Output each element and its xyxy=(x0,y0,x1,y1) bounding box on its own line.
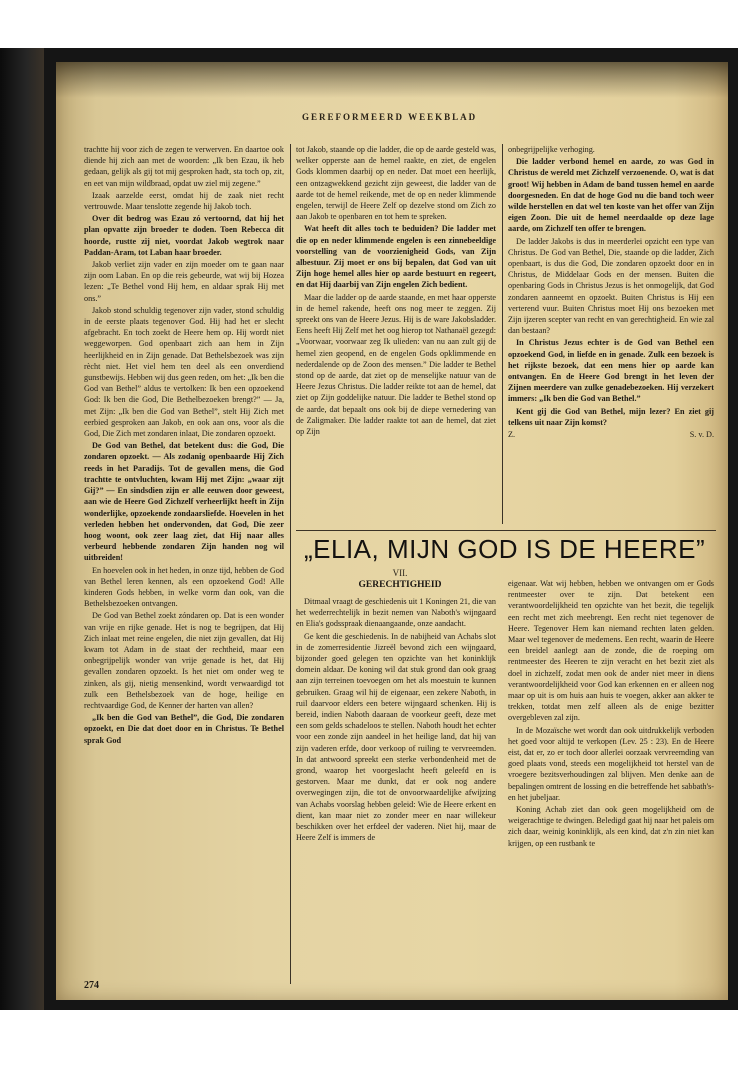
column-left xyxy=(84,144,284,984)
page-number: 274 xyxy=(84,980,99,991)
divider-vertical xyxy=(290,144,291,984)
paragraph xyxy=(296,223,496,290)
section-heading: GERECHTIGHEID xyxy=(358,580,442,590)
paragraph: onbegrijpelijke verhoging. xyxy=(508,145,595,154)
signature-right: S. v. D. xyxy=(689,430,714,440)
bold-text: Wat heeft dit alles toch te beduiden? Die ladder met die op en neder klimmende engelen is een zinnebeeldige voorstelling van de voorzienigheid Gods, van Zijn albestuur. Zij moet er ons bij bepalen, dat God van uit Zijn hoge hemel alles hier op aarde bestuurt en regeert, en dat Hij daarbij van Zijn engelen Zich bedient. xyxy=(296,224,496,290)
running-header: GEREFORMEERD WEEKBLAD xyxy=(302,112,478,122)
paragraph: Izaak aarzelde eerst, omdat hij de zaak niet recht vertrouwde. Maar tenslotte zegende hij Jakob toch. xyxy=(84,190,284,212)
book-spine xyxy=(0,48,44,1010)
column-right-top xyxy=(508,144,714,544)
paragraph: De God van Bethel zoekt zóndaren op. Dat is een wonder van vrije en rijke genade. Het is nog te begrijpen, dat Hij Zich inlaat met reine engelen, die niet zijn gevallen, dat Hij kwam tot Adam in de staat der rechtheid, maar een onbegrijpelijk wonder van vrije genade is het, dat Hij gevallen zondaren opzoekt. Is het niet om onder weg te zinken, als gij, nietig mensenkind, wordt verwaardigd tot zulk een Bethelsbezoek van de hoge, heilige en rechtvaardige God, de Kenner der harten van allen? xyxy=(84,611,284,710)
top-shadow xyxy=(56,62,728,98)
bold-text: „Ik ben die God van Bethel”, die God, Die zondaren opzoekt, en Die dat doet door en in Christus. Te Bethel sprak God xyxy=(84,713,284,745)
paragraph: In de Mozaïsche wet wordt dan ook uitdrukkelijk verboden het goed voor altijd te verkopen (Lev. 25 : 23). En de Heere eist, dat er, zo er toch door allerlei oorzaak vervreemding van goed plaats vond, steeds een mogelijkheid tot herstel van de vroegere bezitsverhoudingen zal blijven. Men denke aan de bepalingen omtrent de lossing en die betreffende het sabbath's- en het jubeljaar. xyxy=(508,725,714,802)
paragraph: Jakob stond schuldig tegenover zijn vader, stond schuldig in de eerste plaats tegenover God. Hij had het er slecht afgebracht. En toch zoekt de Heere hem op. Hij wordt niet weggeworpen. God openbaart zich aan hem in Zijn heerlijkheid en in Zijn genade. Dat Bethelsbezoek was zijn rècht niet. Het viel hem ten deel als een onverdiend gunstbewijs. Hebben wij dus geen reden, om het: „Ik ben die God van Bethel” aldus te vertolken: Ik ben een opzoekend God: Ik ben die God, Die Bethelbezoeken brengt?” — Ja, met Zijn: „Ik ben die God van Bethel”, stelt Hij Zich met eerbied gesproken aan Jakob, en ook aan ons, voor als die God, Die Zich met zondaren inlaat, Die zondaren opzoekt. xyxy=(84,305,284,439)
column-middle-top xyxy=(296,144,496,536)
paragraph xyxy=(508,156,714,234)
article-column-1 xyxy=(296,596,496,986)
paragraph: Maar die ladder op de aarde staande, en met haar opperste in de hemel rakende, heeft ons nog meer te zeggen. Zij spreekt ons van de Heere Jezus. Hij is de ware Jakobsladder. Eens heeft Hij Zelf met het oog hierop tot Nathanaël gezegd: „Voorwaar, voorwaar zeg Ik ulieden: van nu aan zult gij de hemel zien geopend, en de engelen Gods opklimmende en nederdalende op de Zoon des mensen.” Die ladder te Bethel stond op de aarde, dat ziet op de menselijke natuur van de Heere Jezus Christus. Die ladder reikte tot aan de hemel, dat ziet op Zijn goddelijke natuur. Die ladder te Bethel stond op de aarde, dat bepaalt ons ook bij de diepe vernedering van de Zaligmaker. Die ladder raakte tot aan de hemel, dat ziet op Zijn xyxy=(296,292,496,437)
divider-horizontal xyxy=(296,530,716,531)
paragraph: De ladder Jakobs is dus in meerderlei opzicht een type van Christus. De God van Bethel, Die, staande op die ladder, Zich openbaart, is dus die God, Die zondaren opzoekt door en in Christus, de Middelaar Gods en der mensen. Buiten die openbaring Gods in Christus Jezus is het onmogelijk, dat God zondaren aanneemt en opzoekt. Buiten Christus is Hij een verterend vuur. Buiten Christus moet Hij ons bezoeken met Zijn ijzeren scepter van recht en van gerechtigheid. En wie zal dan bestaan? xyxy=(508,236,714,336)
bold-text: Over dit bedrog was Ezau zó vertoornd, dat hij het plan opvatte zijn broeder te doden. Toen Rebecca dit hoorde, rustte zij niet, voordat Jakob wegtrok naar Paddan-Aram, tot Laban haar broeder. xyxy=(84,214,284,257)
paragraph xyxy=(508,406,714,428)
bold-text: Die ladder verbond hemel en aarde, zo was God in Christus de wereld met Zichzelf verzoenende. O, wat is dat groot! Wij hebben in Adam de band tussen hemel en aarde doorgesneden. En dat de hoge God nu die band toch weer wilde herstellen en dat wel ten koste van het offer van Zijn eigen Zoon. Die uit de hemel neerdaalde op deze lage aarde, om Zichzelf ten offer te brengen. xyxy=(508,157,714,234)
bold-text: Kent gij die God van Bethel, mijn lezer? En ziet gij telkens uit naar Zijn komst? xyxy=(508,406,714,427)
newspaper-page xyxy=(56,62,728,1000)
paragraph xyxy=(84,213,284,258)
paragraph xyxy=(84,712,284,746)
divider-vertical xyxy=(502,144,503,524)
paragraph: tot Jakob, staande op die ladder, die op de aarde gesteld was, welker opperste aan de hemel raakte, en ziet, de engelen Gods klommen daarbij op en neder. Dat moet een heerlijk, een ontzagwekkend gezicht zijn geweest, die ladder van de aarde tot de hemel reikende, met de op en neder klimmende engelen, terwijl de Heere Zelf op dezelve stond om Zich zo aan Jakob te openbaren en tot hem te spreken. xyxy=(296,145,496,222)
paragraph: Ditmaal vraagt de geschiedenis uit 1 Koningen 21, die van het wederrechtelijk in bezit nemen van Naboth's wijngaard en Elia's godsspraak dienaangaande, onze aandacht. xyxy=(296,597,496,629)
article-title: „ELIA, MIJN GOD IS DE HEERE” xyxy=(304,534,706,564)
paragraph xyxy=(84,440,284,563)
bold-text: De God van Bethel, dat betekent dus: die God, Die zondaren opzoekt. — Als zodanig openbaarde Hij Zich reeds in het Paradijs. Tot de gevallen mens, die God trachtte te ontvluchten, kwam Hij met Zijn: „waar zijt Gij?” — En sindsdien zijn er alle eeuwen door geweest, aan wie de Heere God Zichzelf verheerlijkt heeft in Zijn wonderlijke, opzoekende zondaarsliefde. Hoevelen in het verleden hebben het ondervonden, dat God, Die zeer hoog woont, ook zeer laag ziet, dat Hij naar alles verbeurd hebbende zondaren Zijn handen nog wil uitbreiden! xyxy=(84,441,284,563)
paragraph xyxy=(508,337,714,404)
article-part: VII. xyxy=(392,568,408,578)
paragraph: Ge kent die geschiedenis. In de nabijheid van Achabs slot in de zomerresidentie Jizreël bevond zich een wijngaard, bijzonder goed gelegen ten opzichte van het koninklijk domein aldaar. De koning wil dat stuk grond dan ook graag aan zijn terreinen toevoegen om het als moestuin te kunnen gebruiken. Graag wil hij de eigenaar, een zekere Naboth, in ruil daarvoor elders een betere wijngaard schenken. Hij is bereid, indien Naboth daaraan de voorkeur geeft, deze met een som gelds schadeloos te stellen. Naboth houdt het echter voor een zonde zijn aandeel in het heilige land, dat hij van zijn vaderen erfde, door verkoop of ruiling te vervreemden. In dat antwoord spreekt een sterke verbondenheid met de grond, waarop het voorgeslacht heeft geleefd en is gestorven. Maar me dunkt, dat er ook nog andere overwegingen zijn, die tot de onvoorwaardelijke afwijzing van Achabs voorslag hebben geleid: Wie de Heere erkent en dient, kan maar niet zo zonder meer en naar willekeur beschikken over het erfdeel der vaderen. Niet hij, maar de Heere Zelf is immers de xyxy=(296,631,496,843)
paragraph: En hoevelen ook in het heden, in onze tijd, hebben de God van Bethel leren kennen, als een opzoekend God! Alle kinderen Gods hebben, in welke vorm dan ook, van die Bethelsbezoeken ontvangen. xyxy=(84,565,284,609)
paragraph: eigenaar. Wat wij hebben, hebben we ontvangen om er Gods rentmeester over te zijn. Dat betekent een verantwoordelijkheid ten opzichte van het bezit, die tegelijk een recht met zich meebrengt. Een recht niet tegenover de Heere. Tegenover Hem kan niemand rechten laten gelden. Maar wel tegenover de medemens. Een recht, waarin de Heere een breidel aanlegt aan de zonde, die de roeping om rentmeester des Heeren te zijn veracht en het bezit ziet als doel in zichzelf, zodat men ook de ander niet meer in diens verantwoordelijkheid voor God kan erkennen en er alleen nog maar op uit is om huis aan huis te voegen, akker aan akker te trekken, totdat men zelf alleen als de enige bezitter overgebleven zal zijn. xyxy=(508,579,714,723)
signature-left: Z. xyxy=(508,430,516,440)
signature xyxy=(508,429,714,440)
bold-text: In Christus Jezus echter is de God van Bethel een opzoekend God, in liefde en in genade. Zulk een bezoek is het rijkste bezoek, dat een mens hier op aarde kan ontvangen. En de Heere God brengt in het leven der Zijnen meerdere van zulke genadebezoeken. Hij verzekert immers: „Ik ben die God van Bethel.” xyxy=(508,338,714,404)
paragraph: Jakob verliet zijn vader en zijn moeder om te gaan naar zijn oom Laban. En op die reis gebeurde, wat wij bij Hozea lezen: „Te Bethel vond Hij hem, en aldaar sprak Hij met ons.” xyxy=(84,260,284,303)
paragraph: trachtte hij voor zich de zegen te verwerven. En daartoe ook diende hij zich aan met de woorden: „Ik ben Ezau, ik heb gedaan, gelijk als gij tot mij gesproken hadt, sta toch op, zit, en eet van mijn wildbraad, opdat uw ziel mij zegene.” xyxy=(84,145,284,188)
article-column-2 xyxy=(508,578,714,986)
paragraph: Koning Achab ziet dan ook geen mogelijkheid om de weigerachtige te dwingen. Beledigd gaat hij naar het paleis om zich daar, weinig koninklijk, als een kind, dat z'n zin niet kan krijgen, op een rustbank te xyxy=(508,805,714,848)
